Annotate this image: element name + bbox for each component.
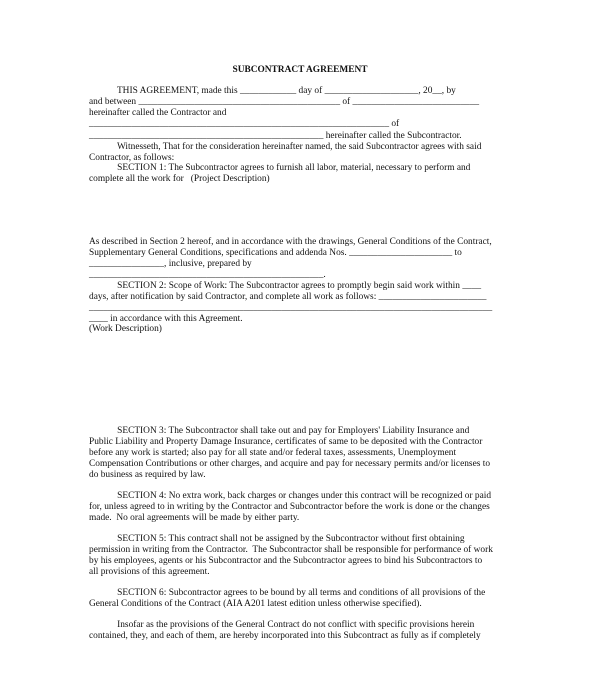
document-line: SECTION 4: No extra work, back charges or changes under this contract will be recognized or paid — [89, 491, 492, 501]
document-line: __________________________________________________. — [89, 270, 326, 280]
document-line: hereinafter called the Contractor and — [89, 108, 227, 118]
document-line: before any work is started; also pay for all state and/or federal taxes, assessments, Unemployment — [89, 448, 457, 458]
document-line: SECTION 1: The Subcontractor agrees to furnish all labor, material, necessary to perform and — [89, 163, 471, 173]
document-line: complete all the work for (Project Description) — [89, 174, 270, 184]
document-line: SECTION 3: The Subcontractor shall take out and pay for Employers' Liability Insurance and — [89, 426, 470, 436]
document-line: permission in writing from the Contractor. The Subcontractor shall be responsible for performance of work — [89, 545, 493, 555]
document-line: all provisions of this agreement. — [89, 567, 210, 577]
document-line: by his employees, agents or his Subcontractor and the Subcontractor agrees to bind his Subcontractors to — [89, 556, 483, 566]
document-line: Public Liability and Property Damage Insurance, certificates of same to be deposited with the Contractor — [89, 437, 483, 447]
document-title: SUBCONTRACT AGREEMENT — [232, 65, 368, 75]
document-line: ________________, inclusive, prepared by — [89, 259, 252, 269]
document-line: and between ___________________________________________ of ___________________________ — [89, 97, 480, 107]
document-line: contained, they, and each of them, are hereby incorporated into this Subcontract as fully as if completely — [89, 631, 481, 641]
document-line: (Work Description) — [89, 324, 162, 334]
document-line: Insofar as the provisions of the General Contract do not conflict with specific provisions herein — [89, 620, 475, 630]
document-line: __________________________________________________ hereinafter called the Subcontractor. — [89, 131, 462, 141]
document-line: ____ in accordance with this Agreement. — [89, 314, 243, 324]
document-line: General Conditions of the Contract (AIA A201 latest edition unless otherwise specified). — [89, 599, 422, 609]
document-line: Contractor, as follows: — [89, 153, 175, 163]
document-line: SECTION 2: Scope of Work: The Subcontractor agrees to promptly begin said work within ____ — [89, 281, 482, 291]
document-line: do business as required by law. — [89, 470, 206, 480]
document-line: ________________________________________________________________ of — [89, 119, 400, 129]
document-line: SECTION 6: Subcontractor agrees to be bound by all terms and conditions of all provisions of the — [89, 588, 486, 598]
document-line: Supplementary General Conditions, specifications and addenda Nos. ______________________ to — [89, 248, 462, 258]
document-line: Compensation Contributions or other charges, and acquire and pay for necessary permits and/or licenses to — [89, 459, 491, 469]
document-line: SECTION 5: This contract shall not be assigned by the Subcontractor without first obtaining — [89, 534, 465, 544]
document-line: for, unless agreed to in writing by the Contractor and Subcontractor before the work is done or the changes — [89, 502, 490, 512]
document-line: ______________________________________________________________________________________ — [89, 303, 493, 313]
document-line: THIS AGREEMENT, made this ____________ day of ____________________, 20__, by — [89, 86, 456, 96]
document-line: days, after notification by said Contractor, and complete all work as follows: _______________________ — [89, 292, 487, 302]
document-line: Witnesseth, That for the consideration hereinafter named, the said Subcontractor agrees with said — [89, 142, 482, 152]
document-line: made. No oral agreements will be made by either party. — [89, 513, 300, 523]
document-line: As described in Section 2 hereof, and in accordance with the drawings, General Conditions of the Contract, — [89, 237, 492, 247]
